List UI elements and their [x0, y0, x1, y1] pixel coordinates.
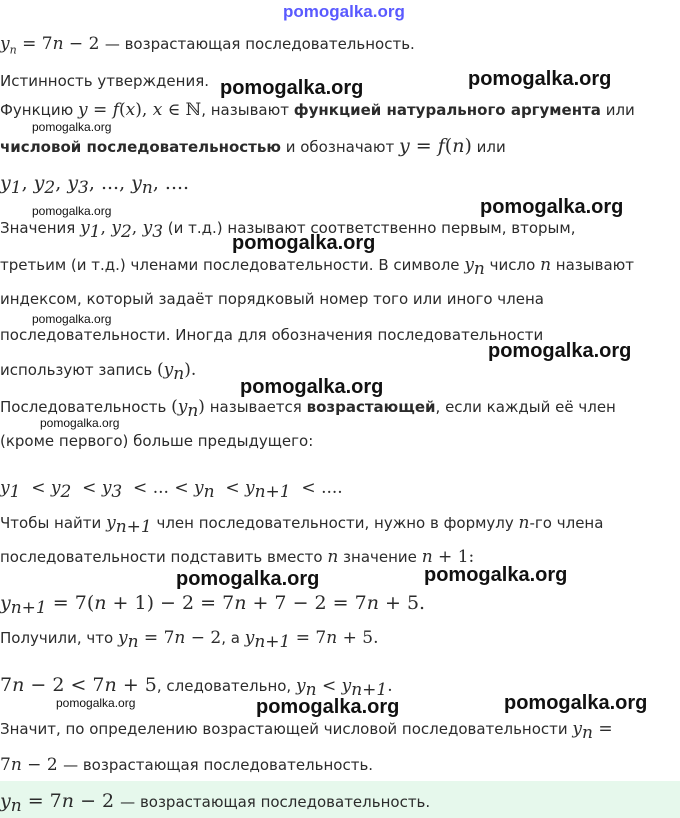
watermark: pomogalka.org: [176, 568, 320, 590]
watermark: pomogalka.org: [504, 692, 648, 714]
watermark: pomogalka.org: [424, 564, 568, 586]
statement-line: $y_n = 7n - 2$ — возрастающая последовательность.: [0, 34, 415, 57]
watermark: pomogalka.org: [488, 340, 632, 362]
watermark: pomogalka.org: [56, 696, 136, 710]
watermark: pomogalka.org: [32, 312, 112, 326]
watermark: pomogalka.org: [468, 68, 612, 90]
watermark: pomogalka.org: [240, 376, 384, 398]
increasing-definition-2: (кроме первого) больше предыдущего:: [0, 432, 314, 450]
watermark: pomogalka.org: [480, 196, 624, 218]
calculation-line: $y_{n+1} = 7(n + 1) - 2 = 7n + 7 - 2 = 7n + 5$.: [0, 592, 426, 618]
index-line: индексом, который задаёт порядковый номер того или иного члена: [0, 290, 544, 308]
definition-line-2: числовой последовательностью и обозначают y = f(n) или: [0, 135, 506, 157]
values-line: Значения $y_1$, $y_2$, $y_3$ (и т.д.) называют соответственно первым, вторым,: [0, 218, 576, 242]
truth-heading: Истинность утверждения.: [0, 72, 210, 90]
increasing-definition: Последовательность $(y_n)$ называется возрастающей, если каждый её член: [0, 397, 616, 421]
method-line-1: Чтобы найти $y_{n+1}$ член последовательности, нужно в формулу n-го члена: [0, 513, 604, 537]
answer-line: $y_n = 7n - 2$ — возрастающая последовательность.: [0, 790, 431, 816]
watermark: pomogalka.org: [256, 696, 400, 718]
increasing-chain: $y_1 < y_2 < y_3$ < ... < $y_n < y_{n+1}$ < ....: [0, 478, 343, 502]
site-watermark-top[interactable]: pomogalka.org: [283, 2, 405, 21]
comparison-line: 7n − 2 < 7n + 5, следовательно, $y_n < y_{n+1}$.: [0, 674, 393, 700]
conclusion-line-2: 7n − 2 — возрастающая последовательность.: [0, 755, 374, 775]
result-line: Получили, что $y_n = 7n - 2$, а $y_{n+1} = 7n + 5$.: [0, 628, 379, 652]
method-line-2: последовательности подставить вместо n значение n + 1:: [0, 547, 475, 567]
conclusion-line-1: Значит, по определению возрастающей числовой последовательности $y_n$ =: [0, 719, 613, 743]
definition-line-1: Функцию y = f(x), x ∈ ℕ, называют функцией натурального аргумента или: [0, 100, 635, 120]
sequence-notation: $y_1$, $y_2$, $y_3$, ..., $y_n$, ....: [0, 172, 190, 198]
watermark: pomogalka.org: [220, 77, 364, 99]
notation-line-2: используют запись $(y_n)$.: [0, 360, 197, 384]
watermark: pomogalka.org: [32, 120, 112, 134]
watermark: pomogalka.org: [32, 204, 112, 218]
watermark: pomogalka.org: [40, 416, 120, 430]
notation-line: последовательности. Иногда для обозначения последовательности: [0, 326, 544, 344]
members-line: третьим (и т.д.) членами последовательности. В символе $y_n$ число n называют: [0, 255, 635, 279]
watermark: pomogalka.org: [232, 232, 376, 254]
